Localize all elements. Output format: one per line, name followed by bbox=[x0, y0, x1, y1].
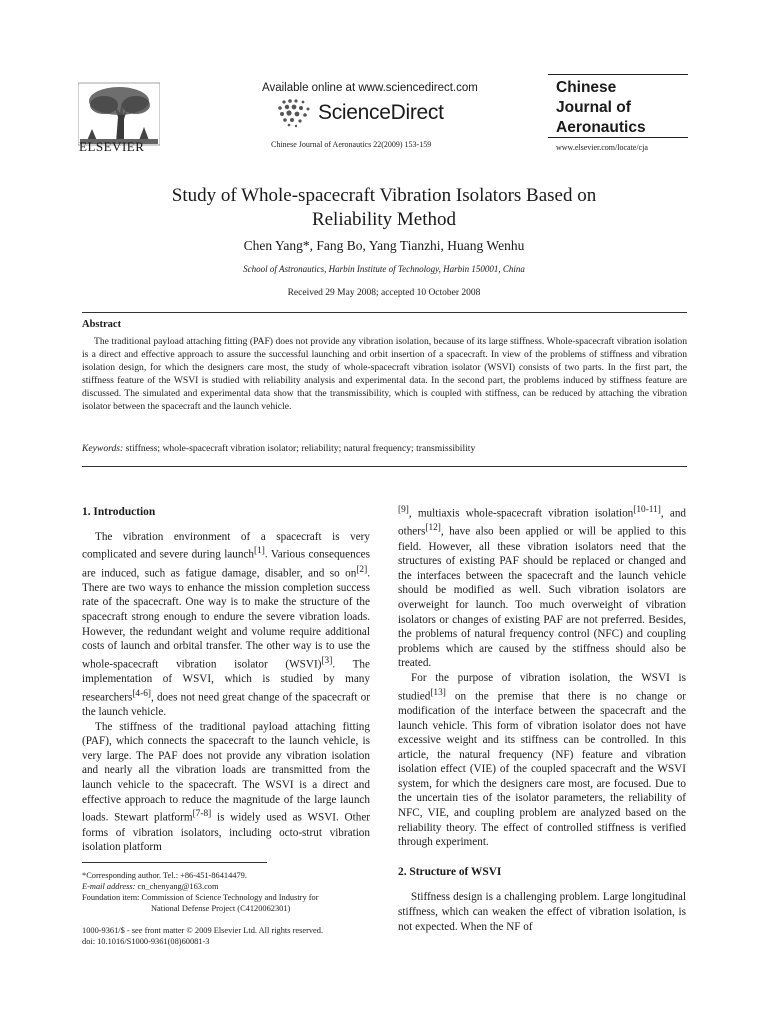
citation-ref[interactable]: [4-6] bbox=[132, 688, 151, 699]
affiliation: School of Astronautics, Harbin Institute of Technology, Harbin 150001, China bbox=[243, 264, 525, 274]
footnotes bbox=[82, 870, 382, 914]
citation-ref[interactable]: [9] bbox=[398, 505, 409, 515]
paragraph: The stiffness of the traditional payload attaching fitting (PAF), which connects the spacecraft to the launch vehicle, is very large. The PAF does not provide any vibration isolation and nearly all the vibration loads are transmitted from the launch vehicle to the spacecraft. The WSVI is a direct and effective approach to reduce the magnitude of the large launch loads. Stewart platform[7-8] is widely used as WSVI. Other forms of vibration isolators, including octo-strut vibration isolation platform bbox=[82, 720, 371, 854]
paper-title: Study of Whole-spacecraft Vibration Isolators Based on Reliability Method bbox=[171, 185, 597, 230]
citation-ref[interactable]: [13] bbox=[430, 687, 446, 698]
sciencedirect-dots-icon bbox=[276, 98, 316, 128]
doi-link[interactable]: doi: 10.1016/S1000-9361(08)60081-3 bbox=[82, 937, 210, 946]
journal-citation: Chinese Journal of Aeronautics 22(2009) 153-159 bbox=[271, 140, 432, 149]
citation-ref[interactable]: [10-11] bbox=[633, 505, 661, 515]
publisher-name: ELSEVIER bbox=[79, 139, 145, 154]
abstract-top-rule bbox=[82, 312, 687, 313]
foundation-item: Foundation item: Commission of Science Technology and Industry for bbox=[82, 893, 319, 902]
sciencedirect-wordmark: ScienceDirect bbox=[318, 101, 444, 124]
issn-line: 1000-9361/$ - see front matter © 2009 Elsevier Ltd. All rights reserved. bbox=[82, 926, 324, 935]
corresponding-author: *Corresponding author. Tel.: +86-451-86414479. bbox=[82, 871, 247, 880]
keywords bbox=[82, 443, 475, 454]
citation-ref[interactable]: [1] bbox=[254, 546, 265, 557]
journal-logo-box bbox=[548, 74, 688, 138]
paragraph: Stiffness design is a challenging problem. Large longitudinal stiffness, which can weaken the effect of vibration isolation, is not expected. When the NF of bbox=[398, 891, 686, 933]
paragraph-continued: [9], multiaxis whole-spacecraft vibration isolation[10-11], and others[12], have also been applied or will be applied to this field. However, all these vibration isolators need that the structures of existing PAF should be replaced or changed and the interfaces between the spacecraft and the launch vehicle should be modified as well. Such vibration isolators are overweight for launch. Too much overweight of vibration isolators or changes of existing PAF are not preferred. Besides, the problems of natural frequency control (NFC) and coupling problems which are caused by the stiffness should also be treated. bbox=[398, 505, 687, 670]
available-online-link[interactable]: Available online at www.sciencedirect.com bbox=[262, 82, 478, 94]
citation-ref[interactable]: [2] bbox=[356, 564, 368, 575]
abstract-heading: Abstract bbox=[82, 319, 122, 330]
journal-url-link[interactable]: www.elsevier.com/locate/cja bbox=[556, 143, 648, 152]
section-heading-structure: 2. Structure of WSVI bbox=[398, 865, 502, 878]
foundation-item-cont: National Defense Project (C4120062301) bbox=[151, 904, 291, 913]
received-dates: Received 29 May 2008; accepted 10 October 2008 bbox=[287, 288, 481, 298]
email-link[interactable]: cn_chenyang@163.com bbox=[135, 882, 219, 891]
right-column bbox=[398, 503, 686, 934]
author-list: Chen Yang*, Fang Bo, Yang Tianzhi, Huang Wenhu bbox=[243, 238, 525, 253]
keywords-list: stiffness; whole-spacecraft vibration isolator; reliability; natural frequency; transmissibility bbox=[123, 443, 476, 454]
citation-ref[interactable]: [12] bbox=[425, 523, 441, 534]
paragraph: The vibration environment of a spacecraft is very complicated and severe during launch[1]. Various consequences are induced, such as fatigue damage, disabler, and so on[2]. There are two ways to enhance the mission completion success rate of the spacecraft. One way is to make the structure of the spacecraft strong enough to endure the severe vibration loads. However, the redundant weight and volume require additional costs of launch and orbital transfer. The other way is to use the whole-spacecraft vibration isolator (WSVI)[3]. The implementation of WSVI, which is studied by many researchers[4-6], does not need great change of the spacecraft or the launch vehicle. bbox=[82, 530, 370, 719]
paragraph: For the purpose of vibration isolation, the WSVI is studied[13] on the premise that there is no change or modification of the interface between the spacecraft and the launch vehicle. This form of vibration isolator does not have excessive weight and its stiffness can be controlled. In this article, the natural frequency (NF) feature and vibration isolation effect (VIE) of the coupled spacecraft and the WSVI system, for which the designers care most, are focused. Due to the uncertain ties of the isolator parameters, the reliability of NFC, VIE, and coupling problem are analyzed based on the reliability theory. The effect of controlled stiffness is verified through experiment. bbox=[398, 672, 686, 849]
abstract-bottom-rule bbox=[82, 466, 687, 467]
copyright-block bbox=[82, 925, 382, 947]
section-heading-introduction: 1. Introduction bbox=[82, 506, 156, 518]
email-line: E-mail address: cn_chenyang@163.com bbox=[82, 882, 219, 891]
citation-ref[interactable]: [3] bbox=[321, 655, 333, 666]
keywords-label: Keywords: bbox=[82, 443, 124, 454]
citation-ref[interactable]: [7-8] bbox=[192, 809, 212, 820]
footnote-rule bbox=[82, 862, 267, 863]
abstract-text: The traditional payload attaching fitting (PAF) does not provide any vibration isolation, because of its large stiffness. Whole-spacecraft vibration isolation is a direct and effective approach to assure the successful launching and orbit insertion of a spacecraft. In view of the problems of stiffness and vibration isolation design, for which the designers care most, the study of whole-spacecraft vibration isolator (WSVI) consists of two parts. In the first part, the stiffness feature of the WSVI is studied with reliability analysis and experimental data. In the second part, the problems induced by stiffness feature are discussed. The simulated and experimental data show that the transmissibility, which is coupled with stiffness, can be reduced by attaching the vibration isolator between the spacecraft and the launch vehicle. bbox=[82, 336, 687, 412]
left-column bbox=[82, 505, 370, 855]
journal-title: Chinese Journal of Aeronautics bbox=[556, 79, 646, 136]
